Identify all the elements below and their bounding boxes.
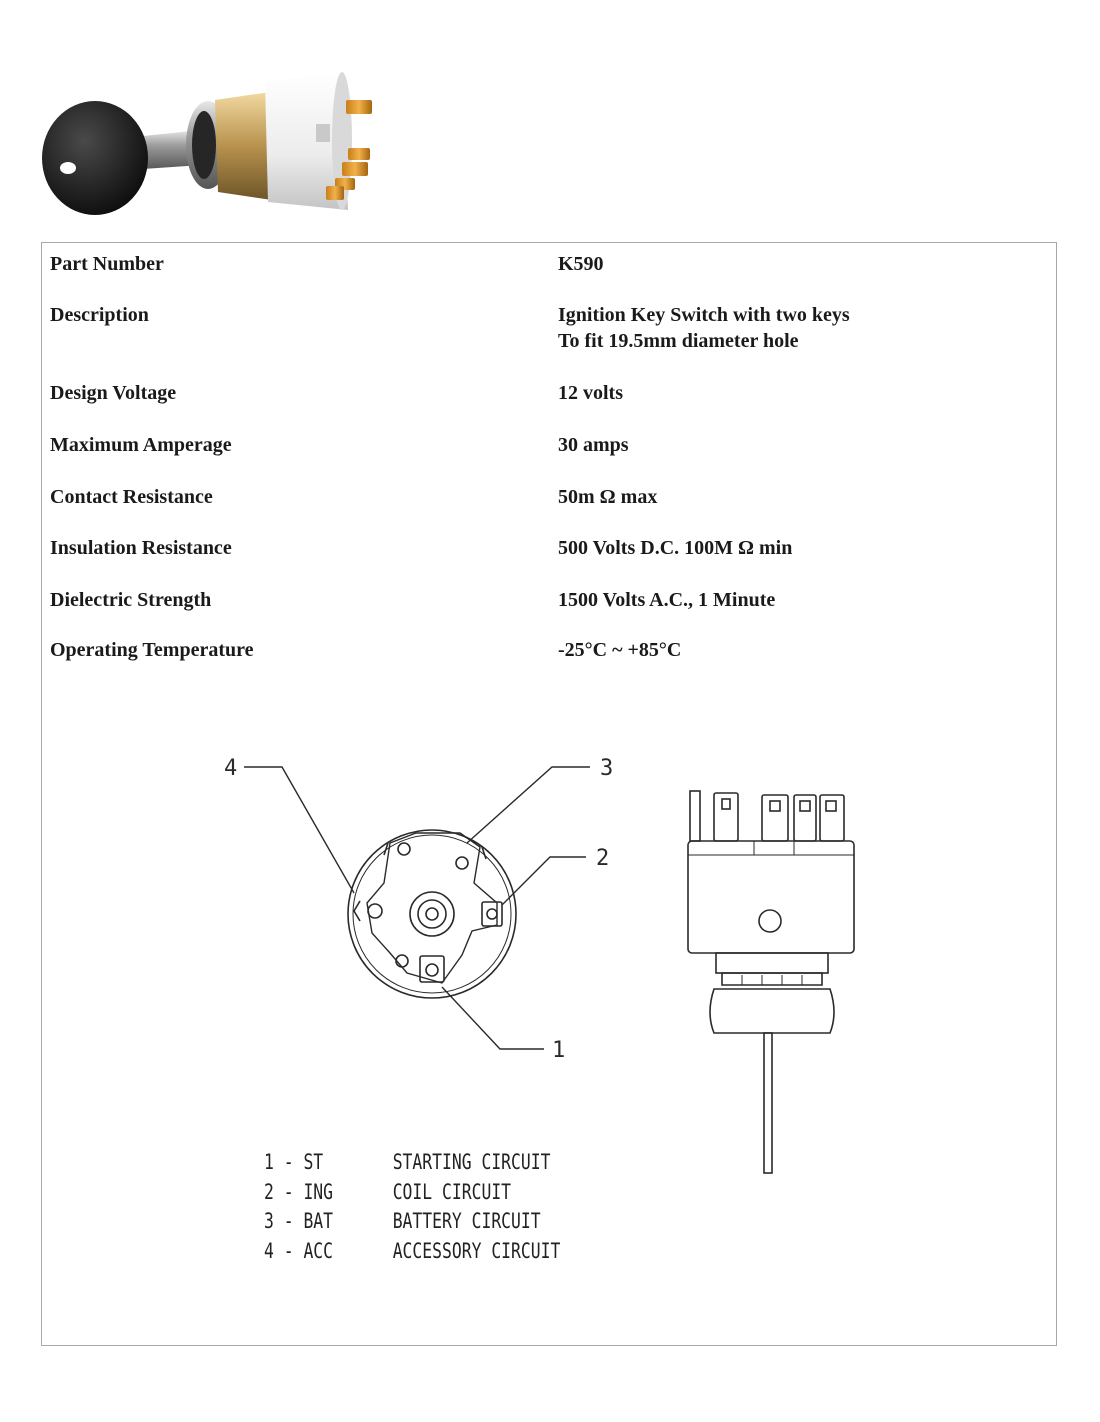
legend-code: 1 - ST: [264, 1150, 324, 1174]
spec-value-line: K590: [558, 253, 604, 275]
legend-desc: BATTERY CIRCUIT: [392, 1209, 541, 1233]
spec-sheet: [41, 242, 1057, 1346]
legend-code: 3 - BAT: [264, 1209, 334, 1233]
legend-row: [264, 1178, 560, 1208]
spec-value-line: To fit 19.5mm diameter hole: [558, 330, 799, 352]
spec-label: Insulation Resistance: [50, 537, 232, 559]
spec-label: Part Number: [50, 253, 164, 275]
legend-code: 4 - ACC: [264, 1238, 334, 1263]
spec-value-line: 500 Volts D.C. 100M Ω min: [558, 537, 793, 559]
legend-row: [264, 1148, 560, 1178]
spec-value-line: 30 amps: [558, 434, 629, 456]
legend-desc: COIL CIRCUIT: [392, 1179, 512, 1204]
callout-number-2: 2: [596, 846, 610, 871]
legend-desc: STARTING CIRCUIT: [392, 1150, 551, 1174]
legend-row: [264, 1207, 560, 1237]
spec-label: Operating Temperature: [50, 639, 254, 661]
legend-row: [264, 1237, 560, 1267]
callout-number-1: 1: [552, 1038, 566, 1063]
spec-value-line: 12 volts: [558, 382, 623, 404]
spec-value-line: -25°C ~ +85°C: [558, 639, 682, 661]
rear-view-drawing: [348, 830, 516, 998]
callout-number-4: 4: [224, 756, 238, 781]
spec-label: Contact Resistance: [50, 486, 213, 508]
spec-label: Maximum Amperage: [50, 434, 232, 456]
callout-leaders: [244, 767, 590, 1049]
legend-desc: ACCESSORY CIRCUIT: [392, 1238, 561, 1263]
spec-label: Dielectric Strength: [50, 589, 212, 611]
terminal-legend: [264, 1148, 560, 1266]
callout-number-3: 3: [600, 756, 614, 781]
spec-value-line: Ignition Key Switch with two keys: [558, 304, 850, 326]
legend-code: 2 - ING: [264, 1179, 334, 1204]
side-view-drawing: [688, 791, 854, 1173]
spec-value-line: 50m Ω max: [558, 486, 658, 508]
spec-value-line: 1500 Volts A.C., 1 Minute: [558, 589, 776, 611]
product-photo: [30, 60, 390, 225]
spec-label: Description: [50, 304, 149, 326]
spec-label: Design Voltage: [50, 382, 177, 404]
